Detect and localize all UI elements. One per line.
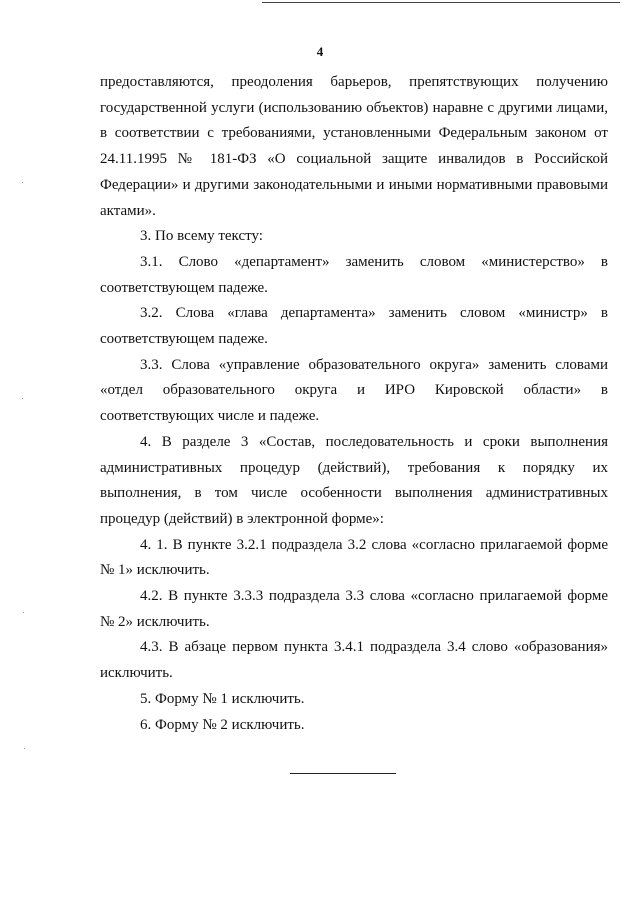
paragraph-continuation: предоставляются, преодоления барьеров, препятствующих получению государственной услуги (использованию объектов) наравне с другими лицами, в соответствии с требованиями, установленными Федеральным законом от 24.11.1995 № 181-ФЗ «О социальной защите инвалидов в Российской Федерации» и другими законодательными и иными нормативными правовыми актами». xyxy=(100,74,608,219)
paragraph-item-6: 6. Форму № 2 исключить. xyxy=(140,716,305,733)
paragraph-item-3: 3. По всему тексту: xyxy=(140,228,263,245)
paragraph-item-4: 4. В разделе 3 «Состав, последовательность и сроки выполнения административных процедур (действий), требования к порядку их выполнения, в том числе особенности выполнения административных процедур (действий) в электронной форме»: xyxy=(100,433,608,527)
scan-speck xyxy=(22,182,23,183)
scan-speck xyxy=(24,748,25,749)
paragraph-item-4-2: 4.2. В пункте 3.3.3 подраздела 3.3 слова «согласно прилагаемой форме № 2» исключить. xyxy=(100,588,608,630)
document-body xyxy=(100,70,608,738)
scan-top-border-line xyxy=(262,2,620,3)
paragraph-item-4-3: 4.3. В абзаце первом пункта 3.4.1 подраздела 3.4 слово «образования» исключить. xyxy=(100,639,608,682)
paragraph-item-4-1: 4. 1. В пункте 3.2.1 подраздела 3.2 слова «согласно прилагаемой форме № 1» исключить. xyxy=(100,536,608,579)
page-number: 4 xyxy=(316,44,324,59)
closing-rule xyxy=(290,773,396,774)
scan-speck xyxy=(23,612,24,613)
paragraph-item-3-1: 3.1. Слово «департамент» заменить словом «министерство» в соответствующем падеже. xyxy=(100,253,608,296)
scan-speck xyxy=(22,398,23,399)
paragraph-item-3-3: 3.3. Слова «управление образовательного округа» заменить словами «отдел образовательного округа и ИРО Кировской области» в соответствующих числе и падеже. xyxy=(100,356,608,425)
paragraph-item-5: 5. Форму № 1 исключить. xyxy=(140,690,305,707)
paragraph-item-3-2: 3.2. Слова «глава департамента» заменить словом «министр» в соответствующем падеже. xyxy=(100,305,608,348)
